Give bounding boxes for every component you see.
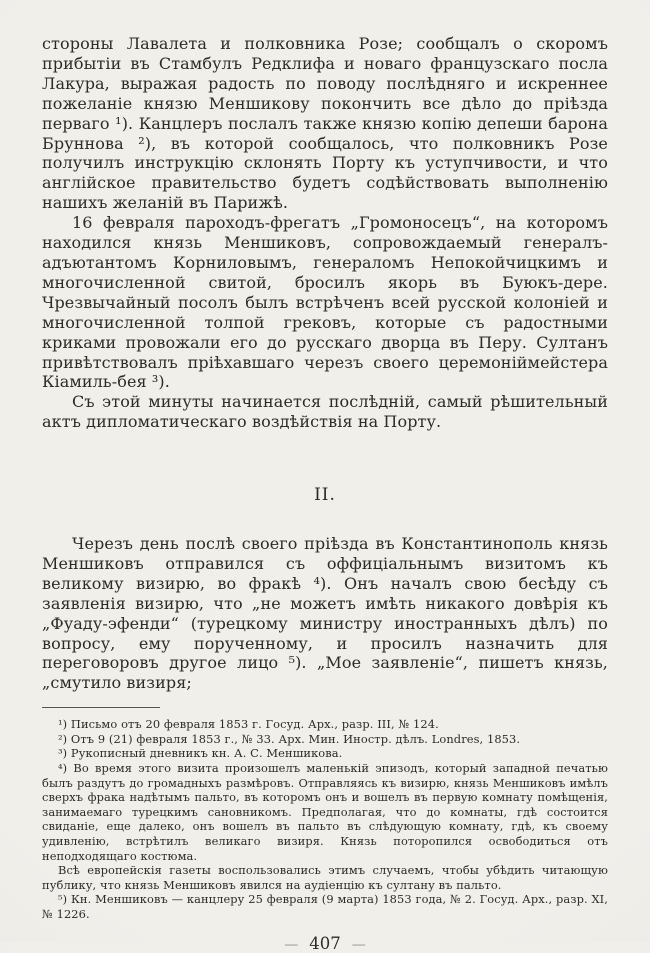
page-number: 407 xyxy=(309,933,341,953)
chapter-heading: II. xyxy=(314,485,336,506)
page-footer xyxy=(42,922,608,953)
footnote: ³) Рукописный дневникъ кн. А. С. Меншикова. xyxy=(58,746,343,761)
body-paragraph: 16 февраля пароходъ-фрегатъ „Громоносецъ“, на которомъ находился князь Меншиковъ, сопровождаемый генералъ-адъютантомъ Корниловымъ, генераломъ Непокойчицкимъ и многочисленной свитой, бросилъ якорь въ Буюкъ-дере. Чрезвычайный посолъ былъ встрѣченъ всей русской колоніей и многочисленной толпой грековъ, которые съ радостными криками провожали его до русскаго дворца въ Перу. Султанъ привѣтствовалъ пріѣхавшаго черезъ своего церемоніймейстера Кіамиль-бея ³). xyxy=(42,213,608,392)
main-text-block xyxy=(42,34,608,693)
footnote: ¹) Письмо отъ 20 февраля 1853 г. Госуд. Арх., разр. III, № 124. xyxy=(58,717,439,732)
body-paragraph: Съ этой минуты начинается послѣдній, самый рѣшительный актъ дипломатическаго воздѣйствія на Порту. xyxy=(42,392,608,432)
footnote-separator-rule xyxy=(42,707,160,708)
footnote: ²) Отъ 9 (21) февраля 1853 г., № 33. Арх. Мин. Иностр. дѣлъ. Londres, 1853. xyxy=(58,731,521,746)
body-paragraph: стороны Лавалета и полковника Розе; сообщалъ о скоромъ прибытіи въ Стамбулъ Редклифа и новаго французскаго посла Лакура, выражая радость по поводу послѣдняго и искреннее пожеланіе князю Меншикову покончить все дѣло до пріѣзда перваго ¹). Канцлеръ послалъ также князю копію депеши барона Бруннова ²), въ которой сообщалось, что полковникъ Розе получилъ инструкцію склонять Порту къ уступчивости, и что англійское правительство будетъ содѣйствовать выполненію нашихъ желаній въ Парижѣ. xyxy=(42,34,608,213)
page-number-dash-left: — xyxy=(284,936,299,953)
page-number-dash-right: — xyxy=(351,936,366,953)
body-paragraph: Черезъ день послѣ своего пріѣзда въ Константинополь князь Меншиковъ отправился съ оффиціальнымъ визитомъ къ великому визирю, во фракѣ ⁴). Онъ началъ свою бесѣду съ заявленія визирю, что „не можетъ имѣть никакого довѣрія къ „Фуаду-эфенди“ (турецкому министру иностранныхъ дѣлъ) по вопросу, ему порученному, и просилъ назначить для переговоровъ другое лицо ⁵). „Мое заявленіе“, пишетъ князь, „смутило визиря; xyxy=(42,534,608,693)
footnote: ⁴) Во время этого визита произошелъ маленькій эпизодъ, который западной печатью былъ раздутъ до громадныхъ размѣровъ. Отправляясь къ визирю, князь Меншиковъ имѣлъ сверхъ фрака надѣтымъ пальто, въ которомъ онъ и вошелъ въ первую комнату помѣщенія, занимаемаго турецкимъ сановникомъ. Предполагая, что до комнаты, гдѣ состоится свиданіе, еще далеко, онъ вошелъ въ пальто въ слѣдующую комнату, гдѣ, къ своему удивленію, встрѣтилъ великаго визиря. Князь поторопился освободиться отъ неподходящаго костюма. xyxy=(42,761,608,863)
footnote: ⁵) Кн. Меншиковъ — канцлеру 25 февраля (9 марта) 1853 года, № 2. Госуд. Арх., разр. XI, № 1226. xyxy=(42,892,608,921)
footnotes-block xyxy=(42,717,608,921)
footnote-continuation: Всѣ европейскія газеты воспользовались этимъ случаемъ, чтобы убѣдить читающую публику, что князь Меншиковъ явился на аудіенцію къ султану въ пальто. xyxy=(42,863,608,892)
